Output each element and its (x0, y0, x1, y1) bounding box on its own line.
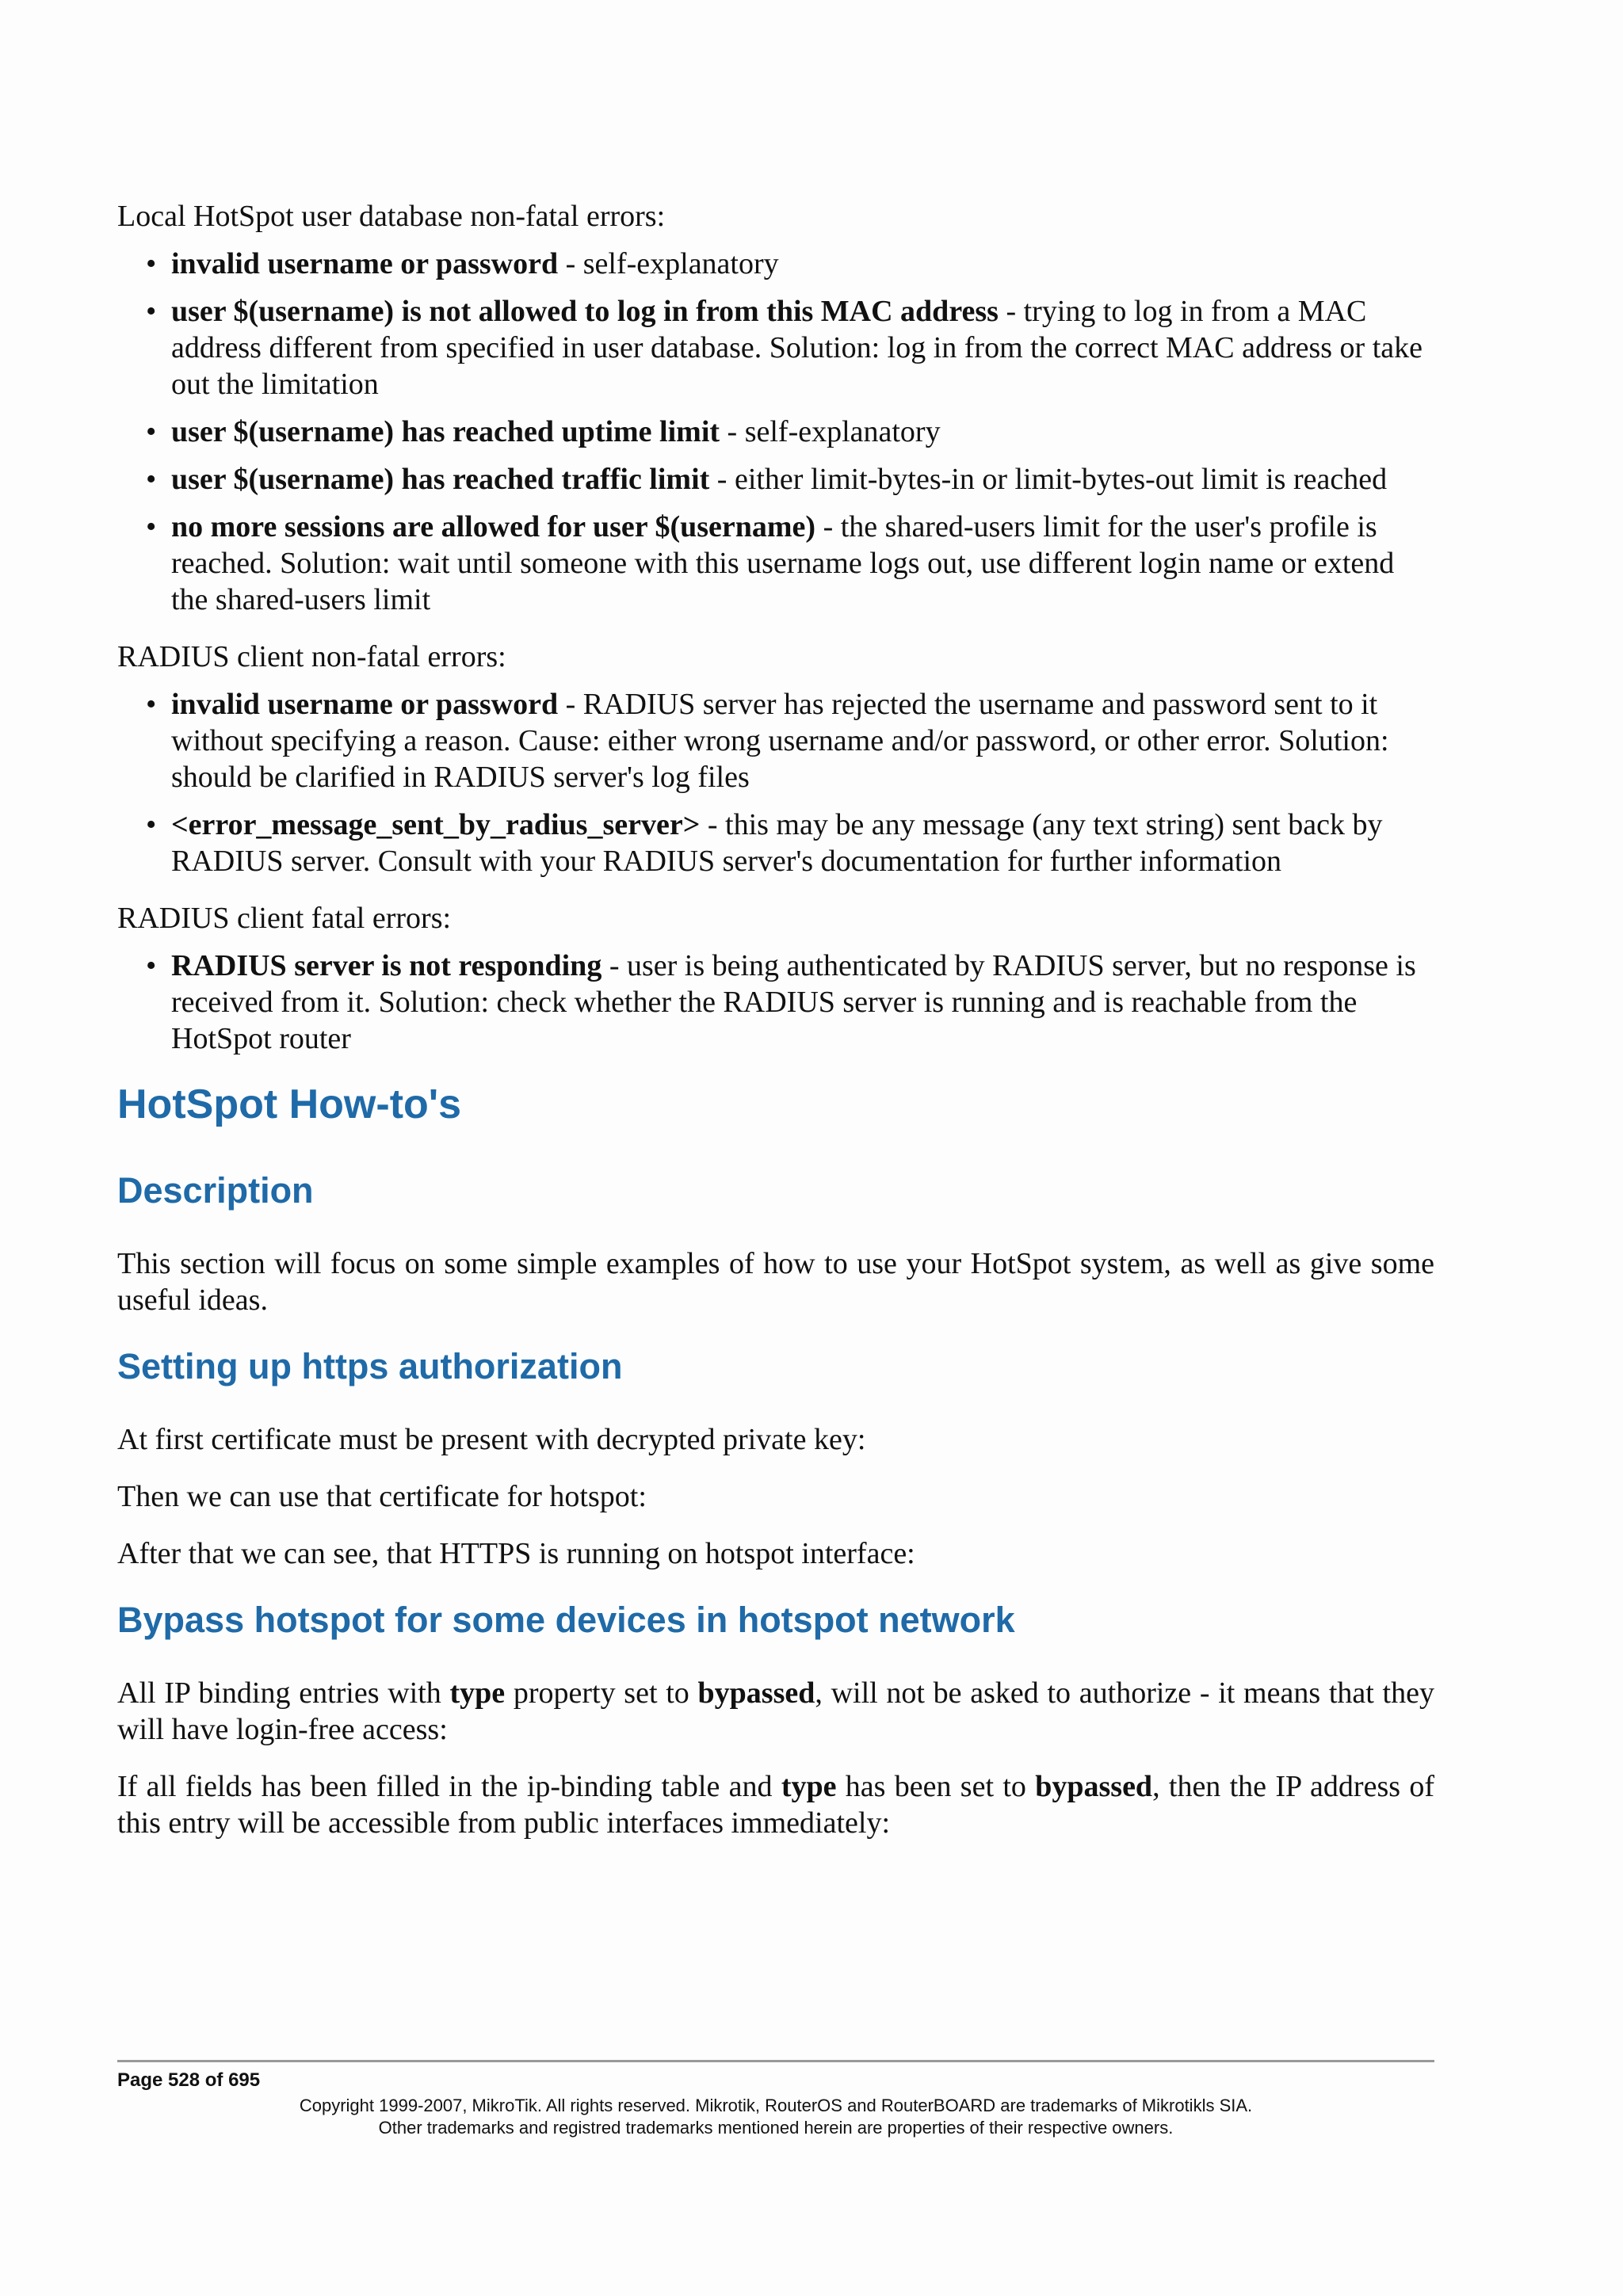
bypass-paragraph-2 (117, 1768, 1434, 1841)
error-term: no more sessions are allowed for user $(username) (171, 510, 816, 543)
text-run: , then the IP address of this entry will be accessible from public interfaces immediately: (117, 1770, 1434, 1840)
description-text: This section will focus on some simple examples of how to use your HotSpot system, as well as give some useful ideas. (117, 1247, 1434, 1317)
type-keyword: type (449, 1676, 506, 1710)
https-heading: Setting up https authorization (117, 1346, 623, 1386)
list-item (117, 461, 1434, 498)
bullet-icon: • (146, 808, 157, 841)
type-keyword: type (781, 1770, 837, 1803)
list-item (117, 807, 1434, 879)
error-term: user $(username) is not allowed to log in from this MAC address (171, 295, 999, 328)
https-paragraph-1: At first certificate must be present with decrypted private key: (117, 1423, 866, 1456)
error-desc: - RADIUS server has rejected the username and password sent to it without specifying a reason. Cause: either wrong username and/or password, or other error. Solution: should be clarified in RADIUS server's log files (171, 688, 1389, 794)
error-desc: - self-explanatory (558, 247, 779, 280)
list-item (117, 948, 1434, 1057)
copyright-line-2: Other trademarks and registred trademarks mentioned herein are properties of their respective owners. (378, 2118, 1174, 2138)
text-run: has been set to (836, 1770, 1036, 1803)
error-desc: - this may be any message (any text string) sent back by RADIUS server. Consult with your RADIUS server's documentation for further information (171, 808, 1383, 878)
error-desc: - trying to log in from a MAC address different from specified in user database. Solution: log in from the correct MAC address or take out the limitation (171, 295, 1423, 401)
text-run: If all fields has been filled in the ip-binding table and (117, 1770, 781, 1803)
error-desc: - the shared-users limit for the user's profile is reached. Solution: wait until someone with this username logs out, use different login name or extend the shared-users limit (171, 510, 1395, 616)
bullet-icon: • (146, 949, 157, 982)
https-paragraph-2: Then we can use that certificate for hotspot: (117, 1480, 647, 1513)
error-desc: - self-explanatory (720, 415, 941, 448)
error-term: user $(username) has reached uptime limit (171, 415, 720, 448)
bullet-icon: • (146, 415, 157, 448)
radius-fatal-list (117, 948, 1434, 1057)
error-term: <error_message_sent_by_radius_server> (171, 808, 701, 841)
error-term: RADIUS server is not responding (171, 949, 602, 982)
error-desc: - user is being authenticated by RADIUS server, but no response is received from it. Solution: check whether the RADIUS server is running and is reachable from the HotSpot router (171, 949, 1416, 1055)
local-errors-list (117, 246, 1434, 618)
list-item (117, 509, 1434, 618)
page-content (117, 198, 1434, 1841)
error-term: invalid username or password (171, 247, 559, 280)
copyright-line-1: Copyright 1999-2007, MikroTik. All rights reserved. Mikrotik, RouterOS and RouterBOARD are trademarks of Mikrotikls SIA. (299, 2096, 1253, 2115)
list-item (117, 686, 1434, 795)
bullet-icon: • (146, 510, 157, 543)
page-number: Page 528 of 695 (117, 2069, 261, 2091)
bullet-icon: • (146, 247, 157, 280)
https-paragraph-3: After that we can see, that HTTPS is running on hotspot interface: (117, 1537, 915, 1570)
error-term: invalid username or password (171, 688, 559, 721)
radius-fatal-intro: RADIUS client fatal errors: (117, 902, 452, 935)
bullet-icon: • (146, 463, 157, 496)
bypass-heading: Bypass hotspot for some devices in hotspot network (117, 1600, 1015, 1640)
bullet-icon: • (146, 688, 157, 721)
radius-nonfatal-intro: RADIUS client non-fatal errors: (117, 640, 506, 673)
radius-nonfatal-list (117, 686, 1434, 879)
bullet-icon: • (146, 295, 157, 328)
copyright-notice (117, 2095, 1434, 2139)
local-errors-intro: Local HotSpot user database non-fatal errors: (117, 200, 666, 233)
error-term: user $(username) has reached traffic limit (171, 463, 710, 496)
text-run: , will not be asked to authorize - it means that they will have login-free access: (117, 1676, 1434, 1746)
bypassed-keyword: bypassed (1035, 1770, 1153, 1803)
description-heading: Description (117, 1170, 314, 1211)
list-item (117, 293, 1434, 402)
page-title: HotSpot How-to's (117, 1081, 462, 1127)
list-item (117, 414, 1434, 450)
text-run: All IP binding entries with (117, 1676, 450, 1710)
error-desc: - either limit-bytes-in or limit-bytes-out limit is reached (709, 463, 1388, 496)
list-item (117, 246, 1434, 282)
bypassed-keyword: bypassed (697, 1676, 815, 1710)
bypass-paragraph-1 (117, 1675, 1434, 1748)
text-run: property set to (505, 1676, 698, 1710)
footer-divider (117, 2060, 1434, 2062)
